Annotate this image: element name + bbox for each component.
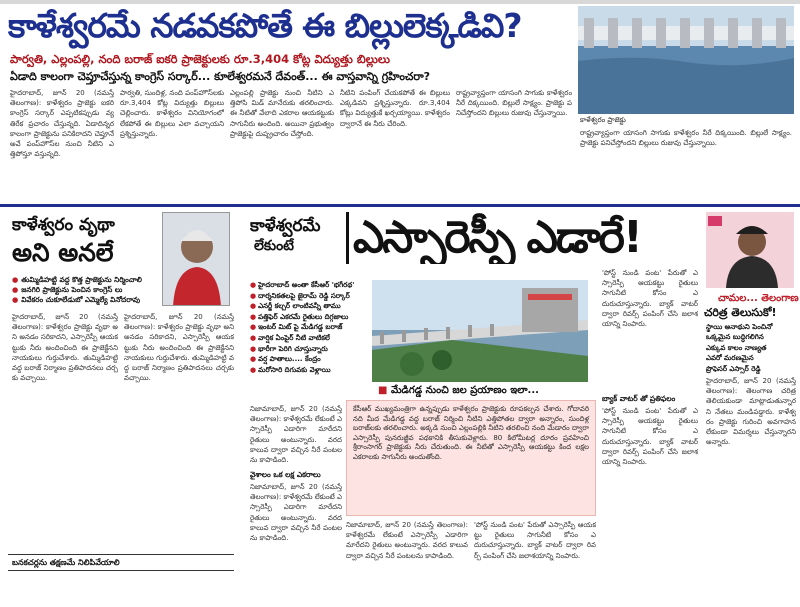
article-column-5b: రాష్ట్రవ్యాప్తంగా యాసంగి సాగుకు కాళేశ్వరం నీరే దిక్కయింది. బిల్లులే సాక్ష్యం. ప్రాజెక్టు పనిచేస్తోందని బిల్లులు రుజువు చేస్తున్నాయి. (580, 129, 792, 148)
section-divider (0, 204, 800, 207)
bullet-item: ● ఎనర్జీ కల్చర్ లాంటివన్నీ తాము (250, 302, 341, 311)
bullet-item: ఎక్కువ కాలం నాణ్యత (706, 343, 767, 352)
article-column-5: రాష్ట్రవ్యాప్తంగా యాసంగి సాగుకు కాళేశ్వరం నీరే దిక్కయింది. బిల్లులే సాక్ష్యం. ప్రాజెక్టు పనిచేస్తోందని బిల్లులు రుజువు చేస్తున్నాయి. (456, 89, 572, 118)
mid-subheading: వైశాలం ఒక లక్ష ఎకరాలు (250, 470, 321, 479)
mid-story-body-1: నిజామాబాద్, జూన్ 20 (నమస్తే తెలంగాణ): కాళేశ్వరమే లేకుంటే ఎస్సారెస్పీ ఎడారిగా మారేదని రైతులు అంటున్నారు. వరద కాలువ ద్వారా వచ్చిన నీరే పంటలను కాపాడింది. (250, 483, 342, 543)
top-border (0, 0, 800, 4)
bullet-item: ● వార్షిక ఏంపైర్ నీటి వాటికలే (250, 333, 330, 342)
right-story-title-2: చరిత్ర తెలుసుకో! (704, 306, 777, 319)
left-story-title-2: అని అనలే (12, 238, 114, 267)
subheadline-red: పార్వతి, ఎల్లంపల్లి, నంది బరాజ్ ఐకరి ప్రాజెక్టులకు రూ.3,404 కోట్ల విద్యుత్తు బిల్లులు (10, 52, 390, 66)
left-story-body-1: హైదరాబాద్, జూన్ 20 (నమస్తే తెలంగాణ): కాళేశ్వరం ప్రాజెక్టు వృథా అని అనడం సరికాదని, ఎస్సారెస్పీ ఆయకట్టుకు నీరు అందించింది ఈ ప్రాజెక్టేనని నాయకులు గుర్తుచేశారు. తుమ్మిడిహట్టి వద్ద బరాజ్ నిర్మాణం ప్రతిపాదనలు చర్చకు వచ్చాయి. (12, 313, 118, 383)
mid-story-body-3: 'పోస్ట్ నుండి పంట' పేరుతో ఎస్సారెస్పీ ఆయకట్టు రైతులు సాగునీటి కోసం ఎదురుచూస్తున్నారు. బ్యాక్ వాటర్ ద్వారా రివర్స్ పంపింగ్ చేసి జలాశయాన్ని నింపారు. (474, 521, 596, 560)
mid-banner: ■ మేడిగడ్డ నుంచి జల ప్రయాణం ఇలా... (378, 385, 539, 396)
bullet-item: ● మరోసారి దిగువకు వెళ్లాయి (250, 365, 331, 374)
politician-photo (706, 212, 794, 288)
speaker-photo (162, 212, 230, 306)
right-bullet-list (706, 322, 796, 374)
mid-story-title: కాళేశ్వరమే (250, 216, 321, 236)
main-headline: కాళేశ్వరమే నడవకపోతే ఈ బిల్లులెక్కడివి? (8, 6, 522, 45)
left-bullet-list (12, 275, 160, 305)
kaleshwaram-barrage-photo (578, 6, 794, 114)
bullet-item: ● వర్ష పాతాలు.... కేంద్రం (250, 355, 321, 364)
bullet-item: ● జనగిరి ప్రాజెక్టును పెంచిన కాంగ్రెస్ లు (12, 285, 123, 294)
bottom-banner: బనకచర్లను తక్షణమే నిలిపివేయాలి (8, 554, 234, 571)
right-story-title: చామల... తెలంగాణ (718, 293, 799, 304)
article-column-1: హైదరాబాద్, జూన్ 20 (నమస్తే తెలంగాణ): కాళేశ్వరం ప్రాజెక్టు ఐకరి కాంగ్రెస్ సర్కార్ ఎప్పటికప్పుడు వ్యతిరేక ప్రచారం చేస్తున్నది. ఏడాదిన్నర కాలంగా ప్రాజెక్టును పనికిరాదని చెప్తూనే అవే పంప్‌హౌస్‌ల నుంచి నీటిని ఎత్తిపోస్తూ వస్తున్నది. (10, 89, 114, 159)
bullet-item: ● ఇంటర్ మిట్ పై మేడిగడ్డ బరాజ్ (250, 323, 343, 332)
bullet-item: ప్రొఫెసర్ ఎస్సార్ రెడ్డి (706, 364, 761, 373)
bullet-item: ఒక్కమైన బుద్ధిగలిగిన (706, 333, 764, 342)
mid-story-body-2: నిజామాబాద్, జూన్ 20 (నమస్తే తెలంగాణ): కాళేశ్వరమే లేకుంటే ఎస్సారెస్పీ ఎడారిగా మారేదని రైతులు అంటున్నారు. వరద కాలువ ద్వారా వచ్చిన నీరే పంటలను కాపాడింది. (346, 521, 468, 560)
photo-caption: కాళేశ్వరం ప్రాజెక్టు (580, 116, 626, 124)
big-title: ఎస్సారెస్పీ ఎడారే! (346, 212, 686, 264)
left-story-body-2: హైదరాబాద్, జూన్ 20 (నమస్తే తెలంగాణ): కాళేశ్వరం ప్రాజెక్టు వృథా అని అనడం సరికాదని, ఎస్సారెస్పీ ఆయకట్టుకు నీరు అందించింది ఈ ప్రాజెక్టేనని నాయకులు గుర్తుచేశారు. తుమ్మిడిహట్టి వద్ద బరాజ్ నిర్మాణం ప్రతిపాదనలు చర్చకు వచ్చాయి. (124, 313, 234, 383)
bullet-item: ● తుమ్మిడిహట్టి వద్ద కొత్త ప్రాజెక్టును నిర్మించాలి (12, 275, 142, 284)
bullet-item: స్థాయి అనాథుని పెంచినో (706, 323, 773, 331)
subheadline-black: ఏడాది కాలంగా చెప్తూచేస్తున్న కాంగ్రెస్ సర్కార్... కూలేశ్వరమనే దేవంత్... ఈ వాస్తవాన్ని గ్రహించరా? (10, 70, 431, 83)
right-story-body-3: హైదరాబాద్, జూన్ 20 (నమస్తే తెలంగాణ): తెలంగాణ చరిత్ర తెలియకుండా మాట్లాడుతున్నారని నేతలు మండిపడ్డారు. కాళేశ్వరం ప్రాజెక్టు గురించి అవగాహన లేకుండా విమర్శలు చేస్తున్నారని అన్నారు. (706, 377, 796, 447)
bullet-item: ● భారీగా పెరిగి చూస్తున్నారు (250, 344, 328, 353)
bullet-item: ● పత్తిఫెర్ ఎకరమే రైతులు దిగ్గజాలు (250, 312, 349, 321)
medigadda-barrage-photo (372, 280, 588, 382)
mid-bullet-list (250, 280, 370, 375)
bullet-item: ఎవరో మరణమైన (706, 354, 754, 363)
right-story-body-1: 'పోస్ట్ నుండి పంట' పేరుతో ఎస్సారెస్పీ ఆయకట్టు రైతులు సాగునీటి కోసం ఎదురుచూస్తున్నారు. బ్యాక్ వాటర్ ద్వారా రివర్స్ పంపింగ్ చేసి జలాశయాన్ని నింపారు. (602, 269, 698, 329)
info-box: కేసీఆర్ ముఖ్యమంత్రిగా ఉన్నప్పుడు కాళేశ్వరం ప్రాజెక్టుకు రూపకల్పన చేశారు. గోదావరి నది మీద మేడిగడ్డ వద్ద బరాజ్ నిర్మించి నీటిని ఎత్తిపోతల ద్వారా అన్నారం, సుందిళ్ల బరాజ్‌లకు తరలించారు. అక్కడి నుంచి ఎల్లంపల్లికి నీటిని తరలించి నంది మేడారం ద్వారా ఎస్సారెస్పీ పునరుజ్జీవ పథకానికి తీసుకువెళ్లారు. 80 కిలోమీటర్ల దూరం ప్రవహించి శ్రీరాంసాగర్ ప్రాజెక్టుకు నీరు చేరుతుంది. ఈ నీటితో ఎస్సారెస్పీ ఆయకట్టు కింద లక్షల ఎకరాలకు సాగునీరు అందుతోంది. (346, 400, 596, 516)
left-story-title: కాళేశ్వరం వృథా (12, 215, 115, 235)
article-column-2: పార్వతి, సుందిళ్ల, నంది పంప్‌హౌస్‌లకు రూ.3,404 కోట్ల విద్యుత్తు బిల్లులు చెల్లించారు. కాళేశ్వరం వినియోగంలో లేకపోతే ఈ బిల్లులు ఎలా వచ్చాయని ప్రశ్నిస్తున్నారు. (120, 89, 224, 138)
bullet-item: ● వివేకరం చుకూలేడుబో ఎమ్మెల్యే వినోదరావు (12, 295, 141, 304)
mid-story-title-2: లేకుంటే (254, 238, 294, 254)
right-subheading: బ్యాక్ వాటర్ తో ప్రతిఫలం (602, 394, 676, 403)
mid-story-body-0: నిజామాబాద్, జూన్ 20 (నమస్తే తెలంగాణ): కాళేశ్వరమే లేకుంటే ఎస్సారెస్పీ ఎడారిగా మారేదని రైతులు అంటున్నారు. వరద కాలువ ద్వారా వచ్చిన నీరే పంటలను కాపాడింది. (250, 405, 342, 465)
article-column-4: నీటిని పంపింగ్ చేయకపోతే ఈ బిల్లులు ఎక్కడివని ప్రశ్నిస్తున్నారు. రూ.3,404 కోట్లు విద్యుత్తుకే ఖర్చయ్యాయి. కాళేశ్వరం ద్వారానే ఈ నీరు చేరింది. (340, 89, 450, 128)
bullet-item: ● హైదరాబాద్ అంతా కేసీఆర్ 'భగీరథ' (250, 281, 355, 289)
bullet-item: ● దార్శనికతలపై జైరామ్ రెడ్డి సర్కార్ (250, 291, 350, 300)
right-story-body-2: 'పోస్ట్ నుండి పంట' పేరుతో ఎస్సారెస్పీ ఆయకట్టు రైతులు సాగునీటి కోసం ఎదురుచూస్తున్నారు. బ్యాక్ వాటర్ ద్వారా రివర్స్ పంపింగ్ చేసి జలాశయాన్ని నింపారు. (602, 407, 698, 467)
article-column-3: ఎల్లంపల్లి ప్రాజెక్టు నుంచి నీటిని ఎత్తిపోసి మిడ్ మానేరుకు తరలించారు. ఈ నీటితో వేలాది ఎకరాల ఆయకట్టుకు సాగునీరు అందింది. అయినా ప్రభుత్వం ప్రాజెక్టుపై దుష్ప్రచారం చేస్తోంది. (230, 89, 334, 138)
